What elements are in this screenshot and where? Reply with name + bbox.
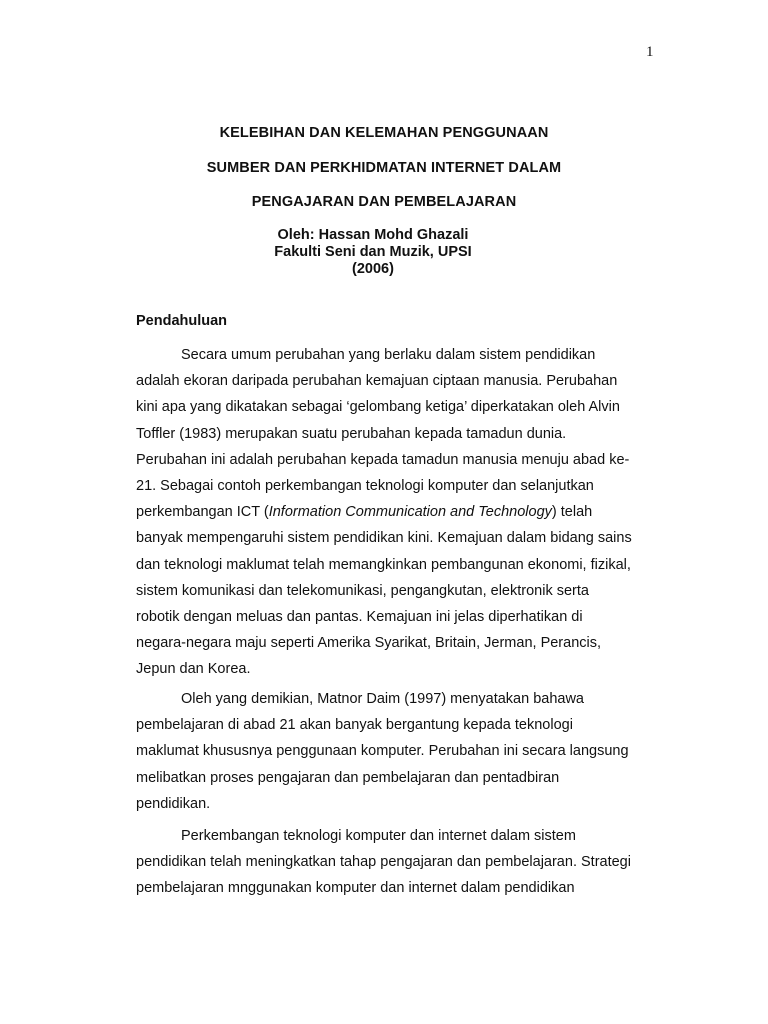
paragraph-line: Oleh yang demikian, Matnor Daim (1997) menyatakan bahawa xyxy=(181,691,584,707)
section-heading: Pendahuluan xyxy=(136,313,228,329)
paragraph-line: Toffler (1983) merupakan suatu perubahan kepada tamadun dunia. xyxy=(136,425,567,442)
paragraph-line: sistem komunikasi dan telekomunikasi, pengangkutan, elektronik serta xyxy=(136,582,589,599)
paragraph-line: pendidikan telah meningkatkan tahap pengajaran dan pembelajaran. Strategi xyxy=(136,854,631,871)
paragraph-line: melibatkan proses pengajaran dan pembelajaran dan pentadbiran xyxy=(136,769,560,786)
paragraph-line: maklumat khususnya penggunaan komputer. Perubahan ini secara langsung xyxy=(136,743,629,760)
text-segment: perkembangan ICT ( xyxy=(136,504,269,521)
author-year: (2006) xyxy=(352,261,394,277)
paragraph-line: negara-negara maju seperti Amerika Syarikat, Britain, Jerman, Perancis, xyxy=(136,635,602,652)
paragraph-line: pembelajaran mnggunakan komputer dan internet dalam pendidikan xyxy=(136,880,575,897)
paragraph-line: Perkembangan teknologi komputer dan internet dalam sistem xyxy=(181,828,576,844)
paragraph-line: 21. Sebagai contoh perkembangan teknologi komputer dan selanjutkan xyxy=(136,478,594,495)
paragraph-line: robotik dengan meluas dan pantas. Kemajuan ini jelas diperhatikan di xyxy=(136,609,583,626)
paragraph-line: kini apa yang dikatakan sebagai ‘gelombang ketiga’ diperkatakan oleh Alvin xyxy=(136,399,620,416)
paragraph-3 xyxy=(136,823,656,902)
paragraph-line: Secara umum perubahan yang berlaku dalam sistem pendidikan xyxy=(181,347,596,363)
page-number: 1 xyxy=(646,44,654,60)
paragraph-line: pendidikan. xyxy=(136,795,211,812)
paragraph-line: Perubahan ini adalah perubahan kepada tamadun manusia menuju abad ke- xyxy=(136,451,630,468)
paragraph-line: pembelajaran di abad 21 akan banyak bergantung kepada teknologi xyxy=(136,717,573,734)
italic-term: Information Communication and Technology xyxy=(268,504,552,521)
paragraph-line: adalah ekoran daripada perubahan kemajuan ciptaan manusia. Perubahan xyxy=(136,373,618,390)
paragraph-2 xyxy=(136,686,656,817)
paragraph-line: Jepun dan Korea. xyxy=(136,661,251,678)
paragraph-line: dan teknologi maklumat telah memangkinkan pembangunan ekonomi, fizikal, xyxy=(136,556,631,573)
paragraph-line xyxy=(136,499,656,525)
author-name: Oleh: Hassan Mohd Ghazali xyxy=(277,227,469,243)
text-segment: ) telah xyxy=(551,504,593,521)
author-affiliation: Fakulti Seni dan Muzik, UPSI xyxy=(274,244,472,260)
paragraph-1 xyxy=(136,342,656,683)
title-line-3: PENGAJARAN DAN PEMBELAJARAN xyxy=(251,194,517,210)
title-line-1: KELEBIHAN DAN KELEMAHAN PENGGUNAAN xyxy=(219,125,549,141)
paragraph-line: banyak mempengaruhi sistem pendidikan kini. Kemajuan dalam bidang sains xyxy=(136,530,632,547)
title-line-2: SUMBER DAN PERKHIDMATAN INTERNET DALAM xyxy=(206,160,562,176)
